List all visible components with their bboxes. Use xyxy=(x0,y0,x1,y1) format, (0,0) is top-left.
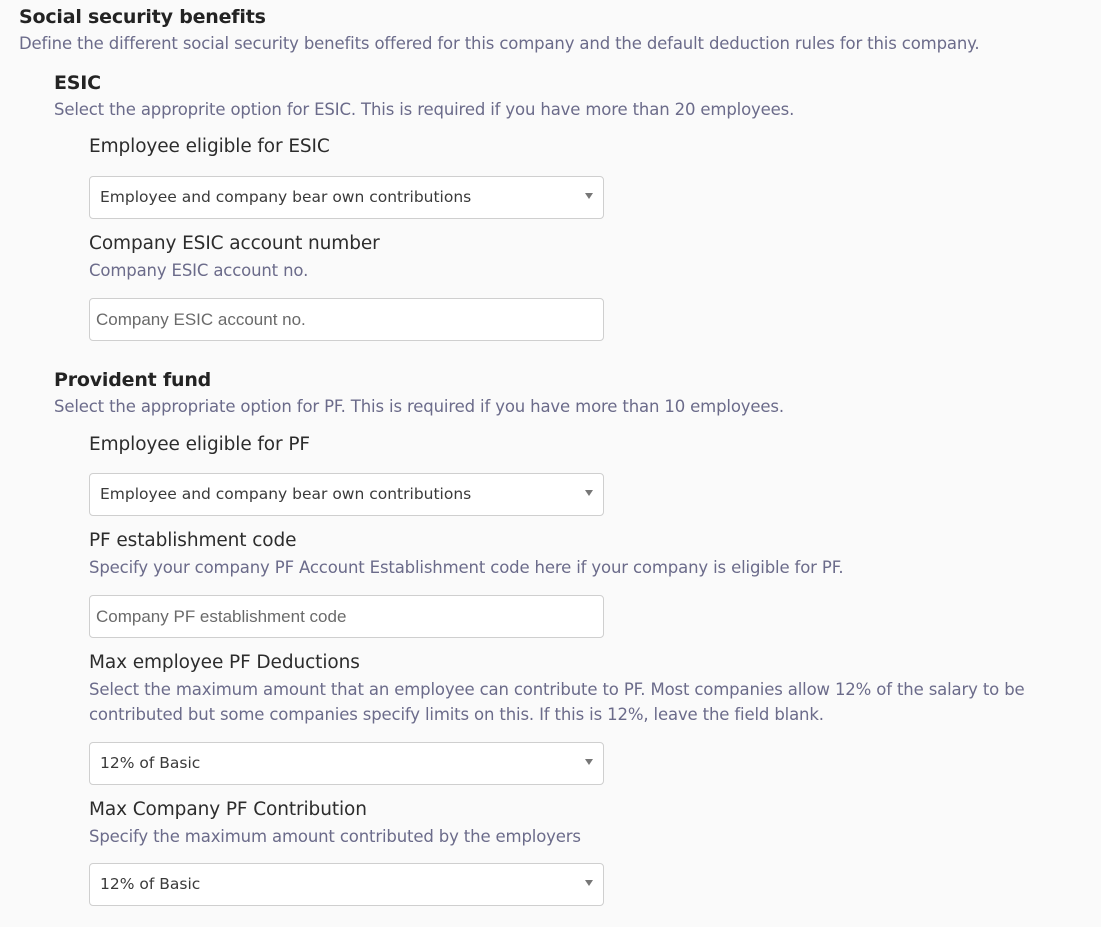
pf-code-label: PF establishment code xyxy=(89,530,297,551)
section-description: Define the different social security benefits offered for this company and the default deduction rules for this company. xyxy=(19,34,980,53)
pf-eligible-value: Employee and company bear own contributions xyxy=(100,485,472,503)
esic-account-label: Company ESIC account number xyxy=(89,233,380,254)
pf-max-employee-value: 12% of Basic xyxy=(100,754,201,772)
pf-max-company-help: Specify the maximum amount contributed by the employers xyxy=(89,827,581,846)
esic-eligible-label: Employee eligible for ESIC xyxy=(89,136,330,157)
pf-max-company-value: 12% of Basic xyxy=(100,875,201,893)
chevron-down-icon xyxy=(585,880,593,886)
esic-eligible-value: Employee and company bear own contributions xyxy=(100,188,472,206)
chevron-down-icon xyxy=(585,759,593,765)
esic-title: ESIC xyxy=(54,72,101,94)
esic-eligible-select[interactable] xyxy=(89,176,604,219)
pf-max-company-select[interactable] xyxy=(89,863,604,906)
pf-eligible-label: Employee eligible for PF xyxy=(89,434,310,455)
pf-max-company-label: Max Company PF Contribution xyxy=(89,799,367,820)
pf-code-help: Specify your company PF Account Establishment code here if your company is eligible for PF. xyxy=(89,558,844,577)
esic-account-help: Company ESIC account no. xyxy=(89,261,309,280)
pf-code-input[interactable] xyxy=(90,596,603,637)
pf-title: Provident fund xyxy=(54,369,212,391)
esic-description: Select the approprite option for ESIC. This is required if you have more than 20 employees. xyxy=(54,100,795,119)
esic-account-field[interactable] xyxy=(89,298,604,341)
section-title: Social security benefits xyxy=(19,6,266,28)
pf-max-employee-label: Max employee PF Deductions xyxy=(89,652,360,673)
chevron-down-icon xyxy=(585,490,593,496)
pf-eligible-select[interactable] xyxy=(89,473,604,516)
pf-description: Select the appropriate option for PF. This is required if you have more than 10 employees. xyxy=(54,397,784,416)
pf-max-employee-select[interactable] xyxy=(89,742,604,785)
esic-account-input[interactable] xyxy=(90,299,603,340)
chevron-down-icon xyxy=(585,193,593,199)
pf-code-field[interactable] xyxy=(89,595,604,638)
pf-max-employee-help: Select the maximum amount that an employee can contribute to PF. Most companies allow 12% of the salary to be contributed but some companies specify limits on this. If this is 12%, leave the field blank. xyxy=(89,680,1025,724)
